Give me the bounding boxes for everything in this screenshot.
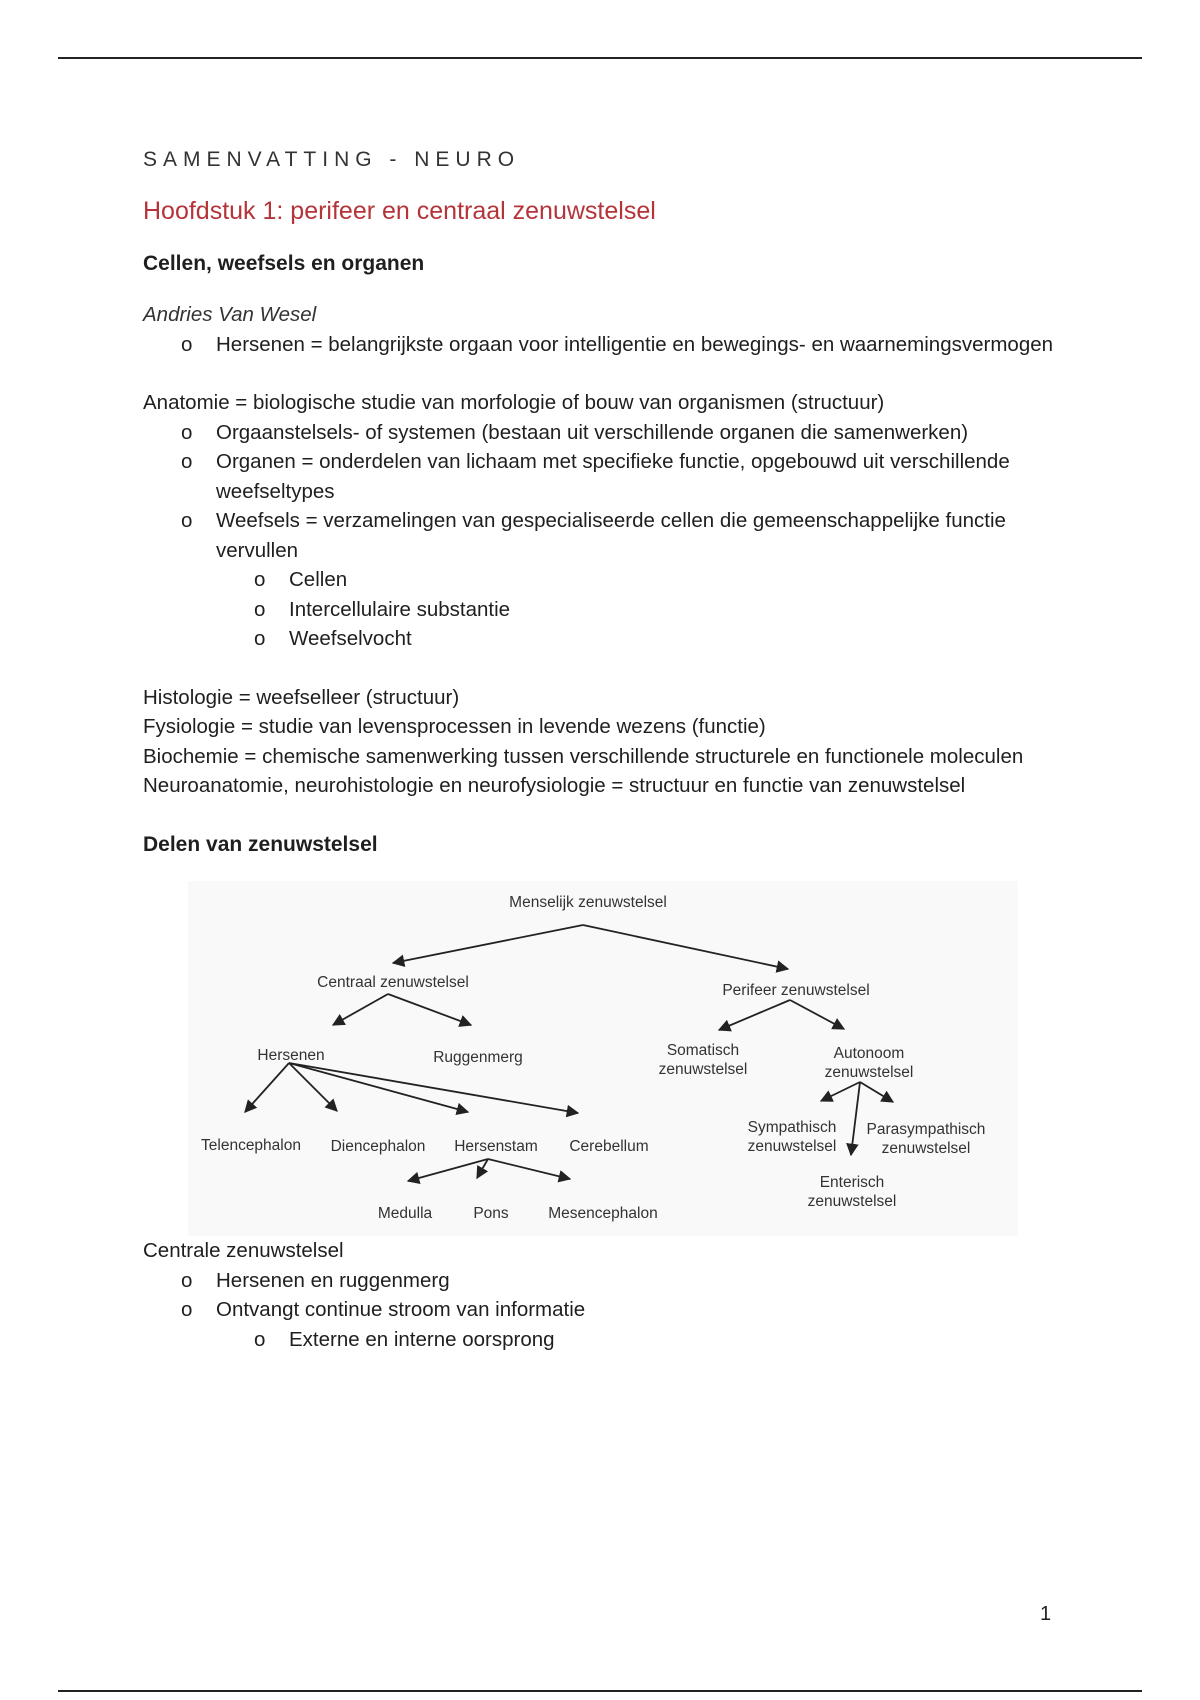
arrow-brain-telencephalon bbox=[245, 1063, 289, 1112]
document-title: SAMENVATTING - NEURO bbox=[143, 148, 521, 171]
sub-list-item: o Cellen bbox=[216, 565, 1083, 595]
arrow-brainstem-mesencephalon bbox=[488, 1159, 570, 1179]
list-item bbox=[143, 1295, 1083, 1354]
list-item: o Organen = onderdelen van lichaam met specifieke functie, opgebouwd uit verschillende weefseltypes bbox=[143, 447, 1083, 506]
arrow-brainstem-medulla bbox=[408, 1159, 488, 1181]
sub-list-item: o Externe en interne oorsprong bbox=[216, 1325, 1083, 1355]
sub-list-item: o Weefselvocht bbox=[216, 624, 1083, 654]
page-number: 1 bbox=[1040, 1603, 1052, 1625]
cns-heading: Centrale zenuwstelsel bbox=[143, 1239, 344, 1262]
node-central: Centraal zenuwstelsel bbox=[317, 974, 469, 991]
author-name: Andries Van Wesel bbox=[143, 303, 317, 326]
arrow-central-spinal bbox=[388, 994, 471, 1025]
node-brain: Hersenen bbox=[257, 1047, 325, 1064]
top-rule bbox=[58, 57, 1142, 59]
definition-fysiologie: Fysiologie = studie van levensprocessen in levende wezens (functie) bbox=[143, 715, 766, 738]
nervous-system-diagram bbox=[188, 881, 1018, 1236]
list-item bbox=[143, 506, 1083, 654]
node-mesencephalon: Mesencephalon bbox=[548, 1205, 658, 1222]
node-parasympathetic: Parasympathisch zenuwstelsel bbox=[866, 1121, 986, 1157]
node-brainstem: Hersenstam bbox=[454, 1138, 538, 1155]
bottom-rule bbox=[58, 1690, 1142, 1692]
anatomie-definition: Anatomie = biologische studie van morfologie of bouw van organismen (structuur) bbox=[143, 391, 885, 414]
definition-biochemie: Biochemie = chemische samenwerking tussen verschillende structurele en functionele moleculen bbox=[143, 744, 1024, 768]
weefsel-sublist bbox=[216, 565, 1083, 654]
node-telencephalon: Telencephalon bbox=[201, 1137, 301, 1154]
node-somatic: Somatisch zenuwstelsel bbox=[658, 1042, 748, 1078]
node-peripheral: Perifeer zenuwstelsel bbox=[722, 982, 870, 999]
arrow-autonomic-enteric bbox=[851, 1082, 860, 1155]
arrow-brain-brainstem bbox=[289, 1063, 468, 1112]
list-item-text: Weefsels = verzamelingen van gespecialiseerde cellen die gemeenschappelijke functie vervullen bbox=[216, 509, 1006, 562]
arrow-root-central bbox=[393, 925, 583, 963]
list-item-text: Ontvangt continue stroom van informatie bbox=[216, 1298, 586, 1321]
definition-histologie: Histologie = weefselleer (structuur) bbox=[143, 685, 460, 709]
node-cerebellum: Cerebellum bbox=[569, 1138, 649, 1155]
cns-sublist bbox=[216, 1325, 1083, 1355]
node-spinal-cord: Ruggenmerg bbox=[433, 1049, 523, 1066]
section-heading-cells: Cellen, weefsels en organen bbox=[143, 251, 425, 275]
arrow-autonomic-parasympathetic bbox=[860, 1082, 893, 1102]
list-item: o Hersenen en ruggenmerg bbox=[143, 1266, 1083, 1296]
node-enteric: Enterisch zenuwstelsel bbox=[807, 1174, 897, 1210]
page-content bbox=[143, 145, 1083, 1354]
list-item: o Hersenen = belangrijkste orgaan voor intelligentie en bewegings- en waarnemingsvermogen bbox=[143, 330, 1083, 360]
definition-neuro: Neuroanatomie, neurohistologie en neurofysiologie = structuur en functie van zenuwstelsel bbox=[143, 774, 966, 797]
node-medulla: Medulla bbox=[377, 1205, 433, 1222]
sub-list-item: o Intercellulaire substantie bbox=[216, 595, 1083, 625]
node-sympathetic: Sympathisch zenuwstelsel bbox=[747, 1119, 837, 1155]
arrow-autonomic-sympathetic bbox=[821, 1082, 860, 1101]
cns-list bbox=[143, 1266, 1083, 1355]
anatomie-list bbox=[143, 418, 1083, 654]
arrow-peripheral-autonomic bbox=[790, 1000, 844, 1029]
arrow-root-peripheral bbox=[583, 925, 788, 969]
node-diencephalon: Diencephalon bbox=[330, 1138, 426, 1155]
chapter-title: Hoofdstuk 1: perifeer en centraal zenuwstelsel bbox=[143, 196, 656, 225]
list-item: o Orgaanstelsels- of systemen (bestaan uit verschillende organen die samenwerken) bbox=[143, 418, 1083, 448]
node-root: Menselijk zenuwstelsel bbox=[509, 894, 667, 911]
arrow-central-brain bbox=[333, 994, 388, 1025]
node-pons: Pons bbox=[473, 1205, 509, 1222]
node-autonomic: Autonoom zenuwstelsel bbox=[824, 1045, 914, 1081]
arrow-peripheral-somatic bbox=[719, 1000, 790, 1030]
section-heading-parts: Delen van zenuwstelsel bbox=[143, 832, 378, 856]
author-list bbox=[143, 330, 1083, 360]
